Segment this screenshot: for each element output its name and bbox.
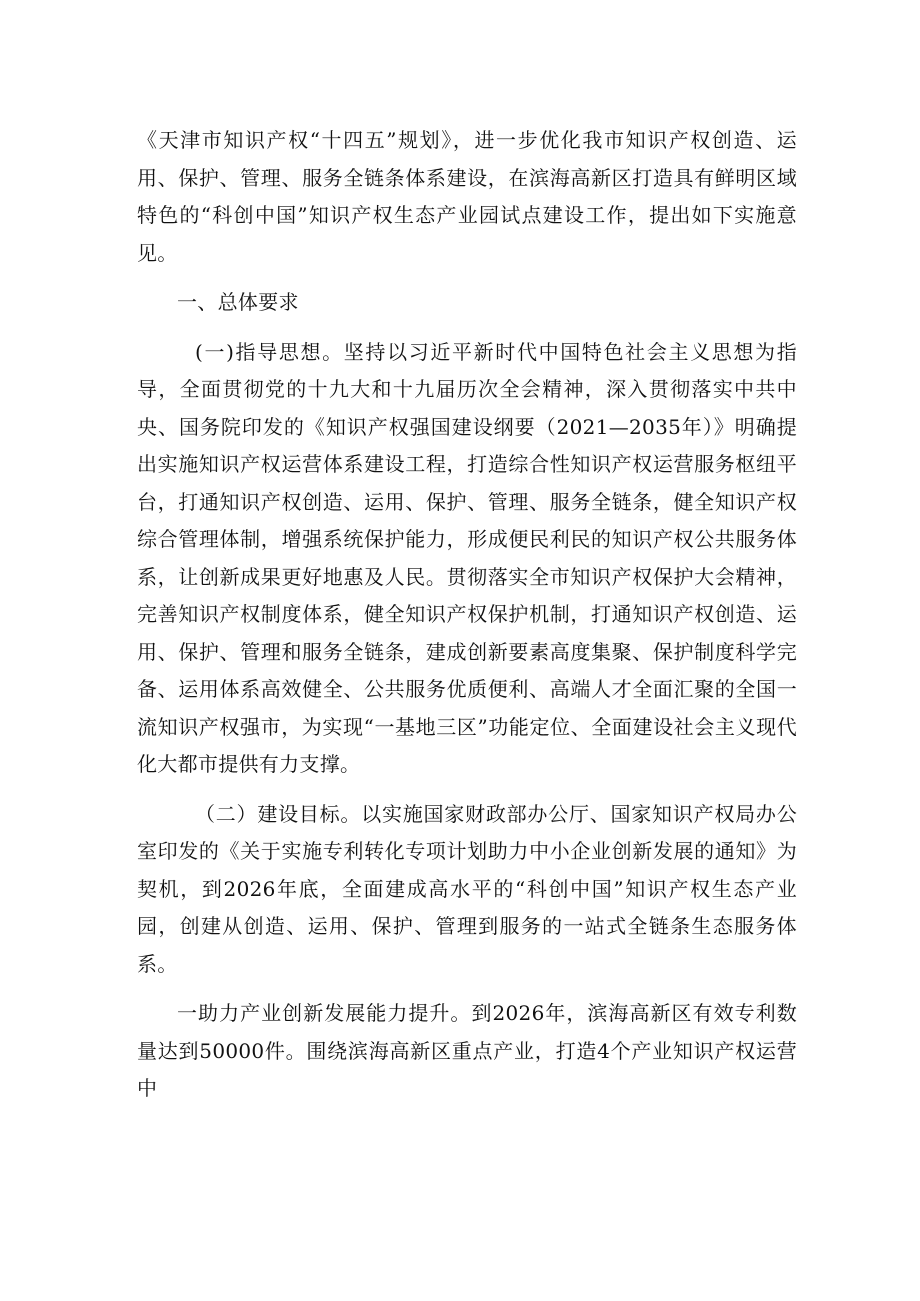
guiding-ideology-paragraph: (一)指导思想。坚持以习近平新时代中国特色社会主义思想为指导，全面贯彻党的十九大和十九届历次全会精神，深入贯彻落实中共中央、国务院印发的《知识产权强国建设纲要（2021—2035年）》明确提出实施知识产权运营体系建设工程，打造综合性知识产权运营服务枢纽平台，打通知识产权创造、运用、保护、管理、服务全链条，健全知识产权综合管理体制，增强系统保护能力，形成便民利民的知识产权公共服务体系，让创新成果更好地惠及人民。贯彻落实全市知识产权保护大会精神，完善知识产权制度体系，健全知识产权保护机制，打通知识产权创造、运用、保护、管理和服务全链条，建成创新要素高度集聚、保护制度科学完备、运用体系高效健全、公共服务优质便利、高端人才全面汇聚的全国一流知识产权强市，为实现“一基地三区”功能定位、全面建设社会主义现代化大都市提供有力支撑。 — [137, 339, 797, 776]
section-heading-general-requirements: 一、总体要求 — [177, 290, 299, 314]
construction-goals-paragraph: （二）建设目标。以实施国家财政部办公厅、国家知识产权局办公室印发的《关于实施专利转化专项计划助力中小企业创新发展的通知》为契机，到2026年底，全面建成高水平的“科创中国”知识产权生态产业园，创建从创造、运用、保护、管理到服务的一站式全链条生态服务体系。 — [137, 801, 797, 976]
document-page — [137, 122, 797, 1108]
industry-innovation-paragraph: 一助力产业创新发展能力提升。到2026年，滨海高新区有效专利数量达到50000件。围绕滨海高新区重点产业，打造4个产业知识产权运营中 — [137, 1001, 797, 1100]
intro-paragraph: 《天津市知识产权“十四五”规划》，进一步优化我市知识产权创造、运用、保护、管理、服务全链条体系建设，在滨海高新区打造具有鲜明区域特色的“科创中国”知识产权生态产业园试点建设工作，提出如下实施意见。 — [137, 128, 797, 265]
